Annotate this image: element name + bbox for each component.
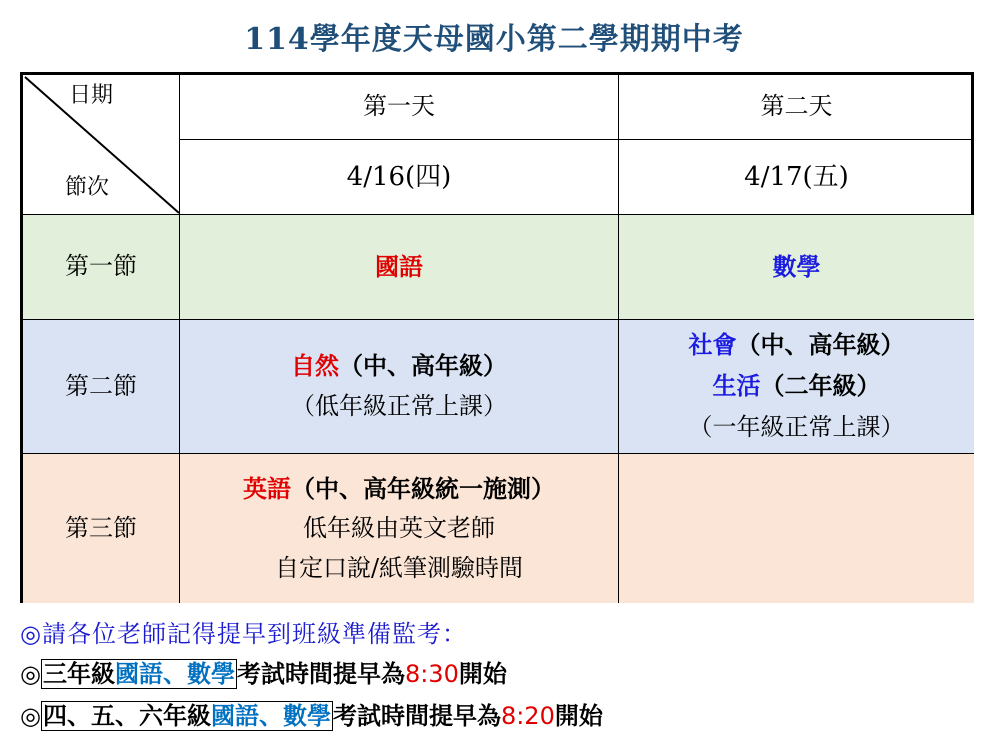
period-1-label: 第一節 xyxy=(23,215,180,320)
circle-mark: ◎ xyxy=(20,702,41,730)
subject-note: （中、高年級） xyxy=(736,330,905,360)
reminder-note: ◎請各位老師記得提早到班級準備監考： xyxy=(20,620,467,648)
subjects: 國語、數學 xyxy=(114,660,235,688)
note-line-2 xyxy=(20,696,603,731)
corner-period-label: 節次 xyxy=(65,175,110,200)
page-title: 114學年度天母國小第二學期期中考 xyxy=(244,22,744,57)
subject-line3: 自定口說/紙筆測驗時間 xyxy=(274,553,524,582)
note-text: 考試時間提早為 xyxy=(332,702,501,730)
day1-date: 4/16(四) xyxy=(180,140,619,215)
day1-header: 第一天 xyxy=(180,75,619,140)
subject-note: （中、高年級統一施測） xyxy=(291,473,555,503)
day2-header: 第二天 xyxy=(619,75,974,140)
subject-line3: （一年級正常上課） xyxy=(688,412,905,441)
start-time: 8:30 xyxy=(404,660,459,688)
period-2-day1 xyxy=(180,320,619,454)
period-3-day1 xyxy=(180,454,619,603)
circle-mark: ◎ xyxy=(20,660,41,688)
period-1-day1 xyxy=(180,215,619,320)
note-end: 開始 xyxy=(458,660,507,688)
subject-note: （中、高年級） xyxy=(339,351,507,381)
corner-date-label: 日期 xyxy=(69,83,114,108)
subject: 英語 xyxy=(243,473,291,503)
period-3-day2 xyxy=(619,454,974,603)
corner-header xyxy=(23,75,180,215)
grade: 四、五、六年級 xyxy=(42,702,211,730)
note-line-1 xyxy=(20,654,507,689)
note-end: 開始 xyxy=(554,702,603,730)
subject-line2: 低年級由英文老師 xyxy=(303,514,495,543)
period-2-label: 第二節 xyxy=(23,320,180,454)
highlight-box xyxy=(41,659,237,689)
period-1-day2 xyxy=(619,215,974,320)
start-time: 8:20 xyxy=(500,702,555,730)
subject-line2: （低年級正常上課） xyxy=(291,392,507,420)
period-2-day2 xyxy=(619,320,974,454)
note-text: 考試時間提早為 xyxy=(236,660,405,688)
subject2: 生活 xyxy=(712,371,761,401)
day2-date: 4/17(五) xyxy=(619,140,974,215)
subject: 自然 xyxy=(291,351,339,381)
highlight-box xyxy=(41,701,333,731)
period-3-label: 第三節 xyxy=(23,454,180,603)
subject: 社會 xyxy=(688,330,737,360)
subject2-note: （二年級） xyxy=(760,371,881,401)
grade: 三年級 xyxy=(42,660,115,688)
subject: 國語 xyxy=(375,252,423,282)
subject: 數學 xyxy=(772,252,821,282)
exam-schedule-table xyxy=(20,72,974,603)
subjects: 國語、數學 xyxy=(210,702,331,730)
